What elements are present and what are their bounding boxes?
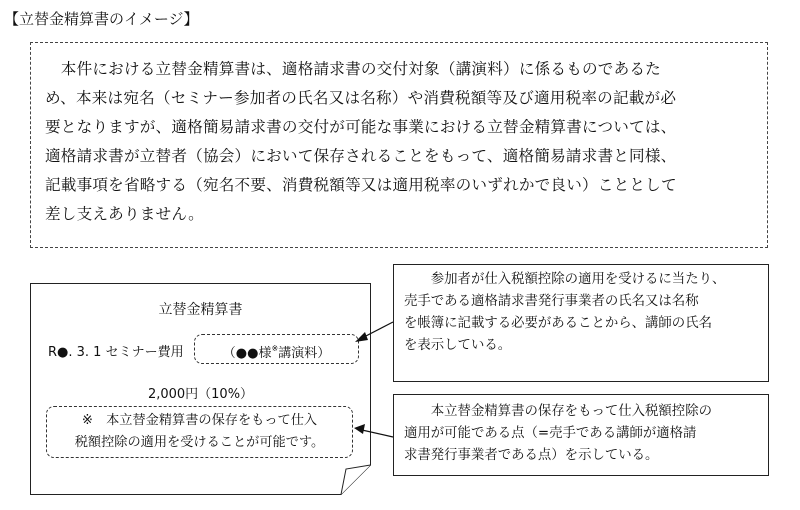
explanation-line: め、本来は宛名（セミナー参加者の氏名又は名称）や消費税額等及び適用税率の記載が必 [45,89,677,107]
receipt-payee-note [194,334,359,364]
explanation-line: 本件における立替金精算書は、適格請求書の交付対象（講演料）に係るものであるた [45,60,661,78]
explanation-line: 要となりますが、適格簡易請求書の交付が可能な事業における立替金精算書については、 [45,118,677,136]
callout-payee-name [393,264,769,382]
receipt-date-item: R●. 3. 1 セミナー費用 [48,345,184,360]
explanation-line: 記載事項を省略する（宛名不要、消費税額等又は適用税率のいずれかで良い）こととして [45,176,677,194]
condition-line: 税額控除の適用を受けることが可能です。 [74,435,325,450]
callout-line: 参加者が仕入税額控除の適用を受けるに当たり、 [404,272,726,287]
payee-note-mark: ※ [271,344,279,353]
receipt-image [30,283,371,495]
explanation-line: 差し支えありません。 [45,205,204,223]
payee-note-suffix: 講演料） [278,346,331,361]
payee-note-prefix: （●●様 [222,346,272,361]
callout-line: を表示している。 [404,338,512,353]
callout-line: 適用が可能である点（=売手である講師が適格請 [404,426,697,441]
callout-line: を帳簿に記載する必要があることから、講師の氏名 [404,316,712,331]
explanation-line: 適格請求書が立替者（協会）において保存されることをもって、適格簡易請求書と同様、 [45,147,677,165]
callout-line: 本立替金精算書の保存をもって仕入税額控除の [404,404,712,419]
receipt-condition-note [46,406,353,458]
receipt-title: 立替金精算書 [158,302,243,318]
callout-line: 求書発行事業者である点）を示している。 [404,448,659,463]
condition-line: ※ 本立替金精算書の保存をもって仕入 [81,413,318,428]
receipt-amount: 2,000円（10%） [147,387,254,402]
page-heading: 【立替金精算書のイメージ】 [4,10,199,28]
callout-line: 売手である適格請求書発行事業者の氏名又は名称 [404,294,699,309]
callout-tax-credit [393,394,769,476]
explanation-box [30,42,768,248]
